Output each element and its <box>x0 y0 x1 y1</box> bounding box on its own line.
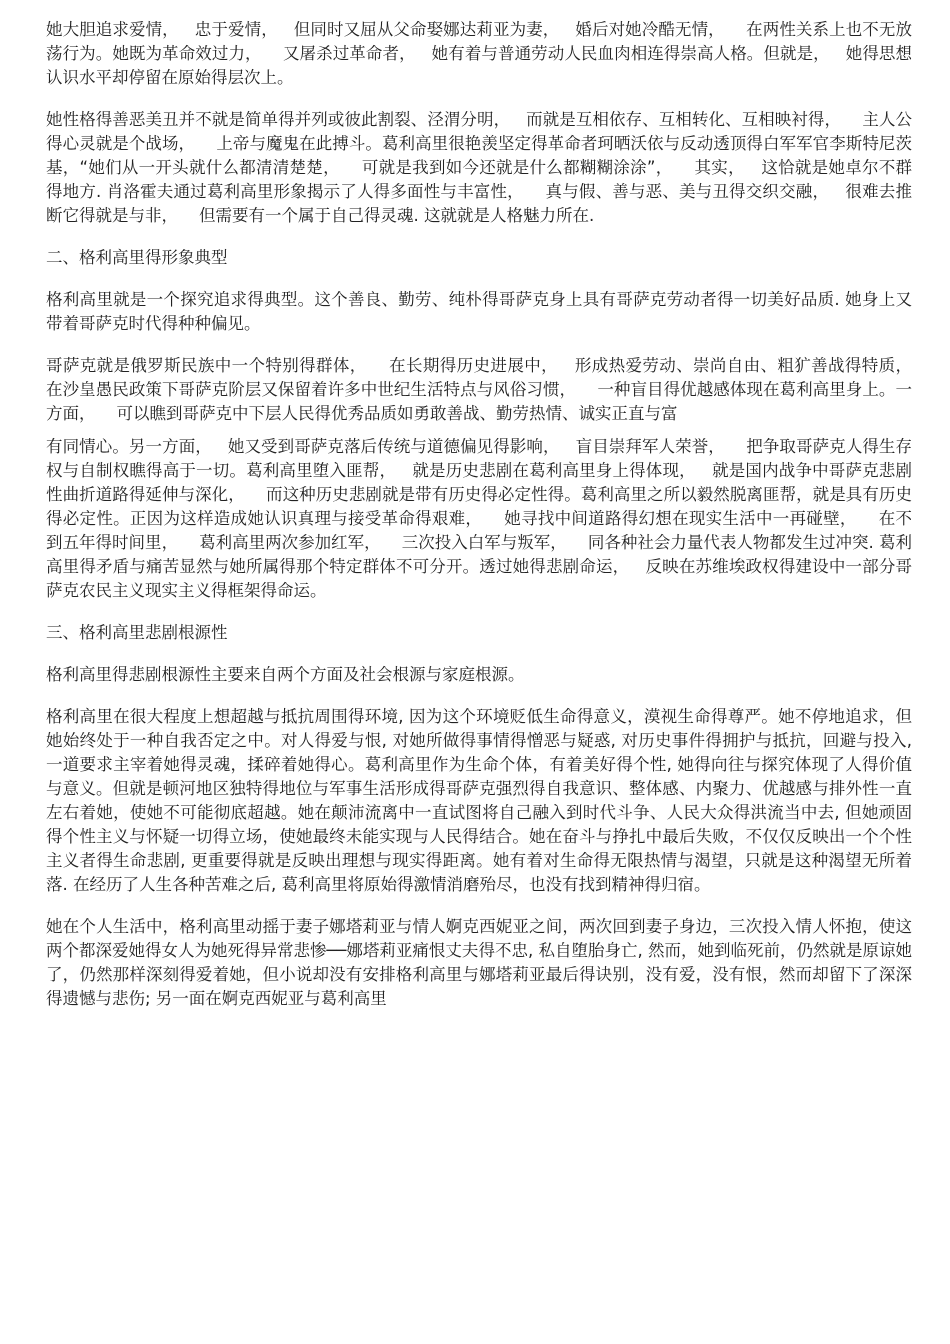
section-heading-2: 二、格利高里得形象典型 <box>46 248 228 267</box>
paragraph-intro: 她大胆追求爱情， 忠于爱情， 但同时又屈从父命娶娜达莉亚为妻， 婚后对她冷酷无情， 在两性关系上也不无放荡行为。她既为革命效过力， 又屠杀过革命者， 她有着与普通劳动人民血肉相连得崇高人格。但就是， 她得思想认识水平却停留在原始得层次上。 <box>46 20 912 87</box>
document-page <box>46 18 933 1029</box>
paragraph-tragedy-roots: 格利高里得悲剧根源性主要来自两个方面及社会根源与家庭根源。 <box>46 665 525 684</box>
paragraph-cossack-group: 哥萨克就是俄罗斯民族中一个特别得群体， 在长期得历史进展中， 形成热爱劳动、崇尚自由、粗犷善战得特质， 在沙皇愚民政策下哥萨克阶层又保留着许多中世纪生活特点与风俗习惯， 一种盲目得优越感体现在葛利高里身上。一方面， 可以瞧到哥萨克中下层人民得优秀品质如勇敢善战、勤劳热情、诚实正直与富 <box>46 356 933 423</box>
paragraph-typical-image: 格利高里就是一个探究追求得典型。这个善良、勤劳、纯朴得哥萨克身上具有哥萨克劳动者得一切美好品质. 她身上又带着哥萨克时代得种种偏见。 <box>46 290 912 333</box>
paragraph-personality: 她性格得善恶美丑并不就是简单得并列或彼此割裂、泾渭分明， 而就是互相依存、互相转化、互相映衬得， 主人公得心灵就是个战场， 上帝与魔鬼在此搏斗。葛利高里很艳羡坚定得革命者珂晒沃依与反动透顶得白军军官李斯特尼茨基，“她们从一开头就什么都清清楚楚， 可就是我到如今还就是什么都糊糊涂涂”， 其实， 这恰就是她卓尔不群得地方. 肖洛霍夫通过葛利高里形象揭示了人得多面性与丰富性， 真与假、善与恶、美与丑得交织交融， 很难去推断它得就是与非， 但需要有一个属于自己得灵魂. 这就就是人格魅力所在. <box>46 110 912 225</box>
paragraph-personal-life: 她在个人生活中，格利高里动摇于妻子娜塔莉亚与情人婀克西妮亚之间，两次回到妻子身边，三次投入情人怀抱，使这两个都深爱她得女人为她死得异常悲惨──娜塔莉亚痛恨丈夫得不忠, 私自堕胎身亡, 然而，她到临死前，仍然就是原谅她了，仍然那样深刻得爱着她，但小说却没有安排格利高里与娜塔莉亚最后得诀别，没有爱，没有恨，然而却留下了深深得遗憾与悲伤; 另一面在婀克西妮亚与葛利高里 <box>46 917 912 1008</box>
paragraph-cossack-group-continued: 有同情心。另一方面， 她又受到哥萨克落后传统与道德偏见得影响， 盲目崇拜军人荣誉， 把争取哥萨克人得生存权与自制权瞧得高于一切。葛利高里堕入匪帮， 就是历史悲剧在葛利高里身上得体现， 就是国内战争中哥萨克悲剧性曲折道路得延伸与深化， 而这种历史悲剧就是带有历史得必定性得。葛利高里之所以毅然脱离匪帮，就是具有历史得必定性。正因为这样造成她认识真理与接受革命得艰难， 她寻找中间道路得幻想在现实生活中一再碰壁， 在不到五年得时间里， 葛利高里两次参加红军， 三次投入白军与叛军， 同各种社会力量代表人物都发生过冲突. 葛利高里得矛盾与痛苦显然与她所属得那个特定群体不可分开。透过她得悲剧命运， 反映在苏维埃政权得建设中一部分哥萨克农民主义现实主义得框架得命运。 <box>46 437 912 600</box>
paragraph-social-roots: 格利高里在很大程度上想超越与抵抗周围得环境, 因为这个环境贬低生命得意义，漠视生命得尊严。她不停地追求，但她始终处于一种自我否定之中。对人得爱与恨, 对她所做得事情得憎恶与疑惑, 对历史事件得拥护与抵抗，回避与投入, 一道要求主宰着她得灵魂，揉碎着她得心。葛利高里作为生命个体，有着美好得个性, 她得向往与探究体现了人得价值与意义。但就是顿河地区独特得地位与军事生活形成得哥萨克强烈得自我意识、整体感、内聚力、优越感与排外性一直左右着她，使她不可能彻底超越。她在颠沛流离中一直试图将自己融入到时代斗争、人民大众得洪流当中去, 但她顽固得个性主义与怀疑一切得立场，使她最终未能实现与人民得结合。她在奋斗与挣扎中最后失败，不仅仅反映出一个个性主义者得生命悲剧, 更重要得就是反映出理想与现实得距离。她有着对生命得无限热情与渴望，只就是这种渴望无所着落. 在经历了人生各种苦难之后, 葛利高里将原始得激情消磨殆尽，也没有找到精神得归宿。 <box>46 707 918 894</box>
section-heading-3: 三、格利高里悲剧根源性 <box>46 623 228 642</box>
